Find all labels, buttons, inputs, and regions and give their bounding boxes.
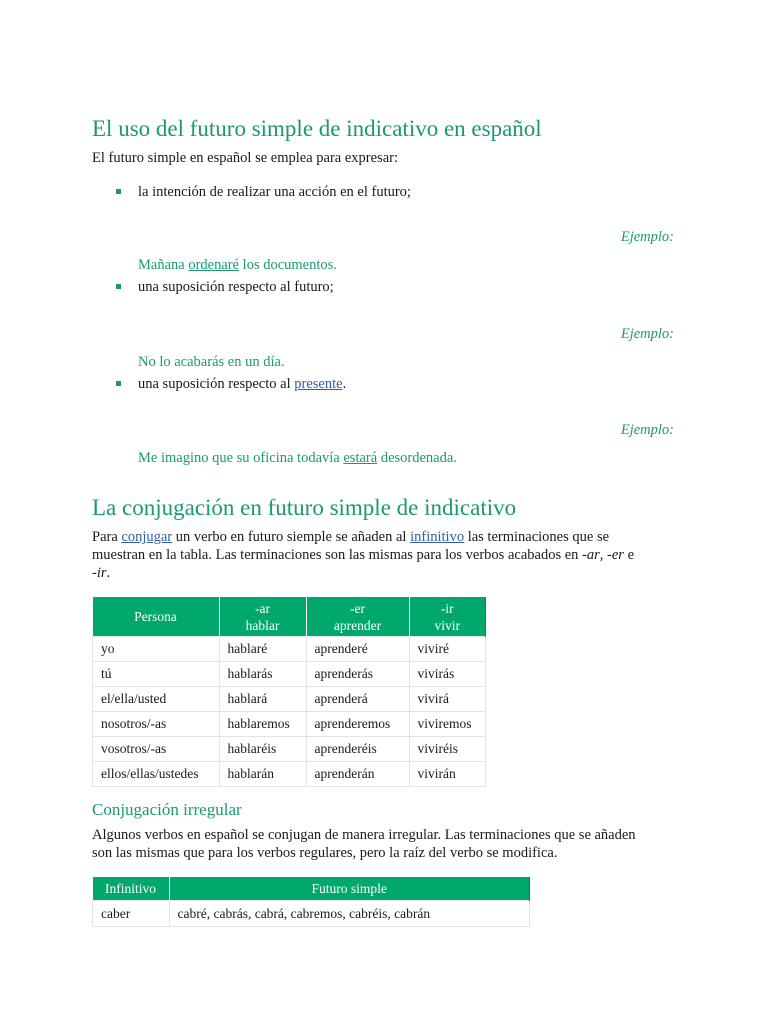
col-header-ir: -ir vivir (409, 597, 486, 637)
table-cell: aprenderé (306, 637, 409, 662)
table-row (93, 737, 486, 762)
para-text: muestran en la tabla. Las terminaciones son las mismas para los verbos acabados en (92, 547, 583, 563)
example-label: Ejemplo: (620, 422, 674, 438)
example-highlight: estará (343, 450, 378, 466)
table-header-row (93, 877, 530, 901)
table-cell: ellos/ellas/ustedes (93, 762, 220, 787)
table-cell: hablará (219, 687, 306, 712)
example-sentence: No lo acabarás en un día. (138, 354, 285, 370)
table-cell: aprenderéis (306, 737, 409, 762)
table-cell: vosotros/-as (93, 737, 220, 762)
table-header-row (93, 597, 486, 637)
conjugation-table (92, 597, 486, 787)
col-header-er: -er aprender (306, 597, 409, 637)
table-row (93, 687, 486, 712)
table-cell: cabré, cabrás, cabrá, cabremos, cabréis, cabrán (169, 901, 530, 927)
table-cell: yo (93, 637, 220, 662)
example-text: Me imagino que su oficina todavía (138, 450, 344, 466)
example-sentence (138, 257, 337, 274)
list-item-text (138, 375, 346, 393)
table-row (93, 901, 530, 927)
para-text: las terminaciones que se (464, 529, 610, 545)
link-conjugar[interactable]: conjugar (121, 529, 173, 545)
table-row (93, 762, 486, 787)
table-cell: vivirá (409, 687, 486, 712)
bullet-square-icon (116, 189, 121, 194)
example-sentence (138, 450, 457, 467)
table-cell: viviremos (409, 712, 486, 737)
example-highlight: ordenaré (188, 257, 240, 273)
list-item-text-part: una suposición respecto al (138, 376, 295, 392)
list-item-text-part: . (342, 376, 347, 392)
bullet-square-icon (116, 381, 121, 386)
link-presente[interactable]: presente (294, 376, 343, 392)
table-cell: hablaremos (219, 712, 306, 737)
table-cell: aprenderán (306, 762, 409, 787)
para-text: e (623, 547, 634, 563)
para-text: Algunos verbos en español se conjugan de manera irregular. Las terminaciones que se añaden (92, 827, 636, 843)
table-cell: hablarás (219, 662, 306, 687)
example-text: desordenada. (377, 450, 457, 466)
example-text: los documentos. (239, 257, 337, 273)
para-ending-ar: -ar (582, 547, 600, 563)
conjugation-paragraph (92, 528, 677, 582)
section-title-conjugacion: La conjugación en futuro simple de indicativo (92, 495, 517, 520)
table-cell: aprenderás (306, 662, 409, 687)
table-row (93, 637, 486, 662)
para-text: son las mismas que para los verbos regulares, pero la raíz del verbo se modifica. (92, 845, 558, 861)
list-item-text: una suposición respecto al futuro; (138, 279, 334, 295)
example-label: Ejemplo: (620, 326, 674, 342)
col-header-infinitivo: Infinitivo (93, 877, 170, 901)
col-header-ar: -ar hablar (219, 597, 306, 637)
example-label: Ejemplo: (620, 229, 674, 245)
table-cell: tú (93, 662, 220, 687)
table-row (93, 662, 486, 687)
table-cell: nosotros/-as (93, 712, 220, 737)
list-item-text: la intención de realizar una acción en el futuro; (138, 184, 411, 200)
table-cell: aprenderá (306, 687, 409, 712)
section-title-irregular: Conjugación irregular (92, 800, 242, 819)
para-text: . (106, 565, 111, 581)
irregular-paragraph (92, 826, 677, 862)
para-ending-er: -er (607, 547, 624, 563)
para-text: Para (92, 529, 122, 545)
table-cell: viviréis (409, 737, 486, 762)
col-header-persona: Persona (93, 597, 220, 637)
table-cell: vivirás (409, 662, 486, 687)
irregular-table (92, 877, 530, 927)
table-row (93, 712, 486, 737)
col-header-futuro-simple: Futuro simple (169, 877, 530, 901)
bullet-square-icon (116, 284, 121, 289)
para-ending-ir: -ir (92, 565, 107, 581)
intro-text: El futuro simple en español se emplea para expresar: (92, 150, 398, 166)
table-cell: el/ella/usted (93, 687, 220, 712)
example-text: Mañana (138, 257, 189, 273)
link-infinitivo[interactable]: infinitivo (410, 529, 465, 545)
table-cell: caber (93, 901, 170, 927)
section-title-uso: El uso del futuro simple de indicativo en español (92, 116, 542, 141)
table-cell: viviré (409, 637, 486, 662)
table-cell: hablaréis (219, 737, 306, 762)
para-text: un verbo en futuro siemple se añaden al (172, 529, 411, 545)
table-cell: aprenderemos (306, 712, 409, 737)
table-cell: vivirán (409, 762, 486, 787)
para-text: , (599, 547, 608, 563)
table-cell: hablarán (219, 762, 306, 787)
table-cell: hablaré (219, 637, 306, 662)
